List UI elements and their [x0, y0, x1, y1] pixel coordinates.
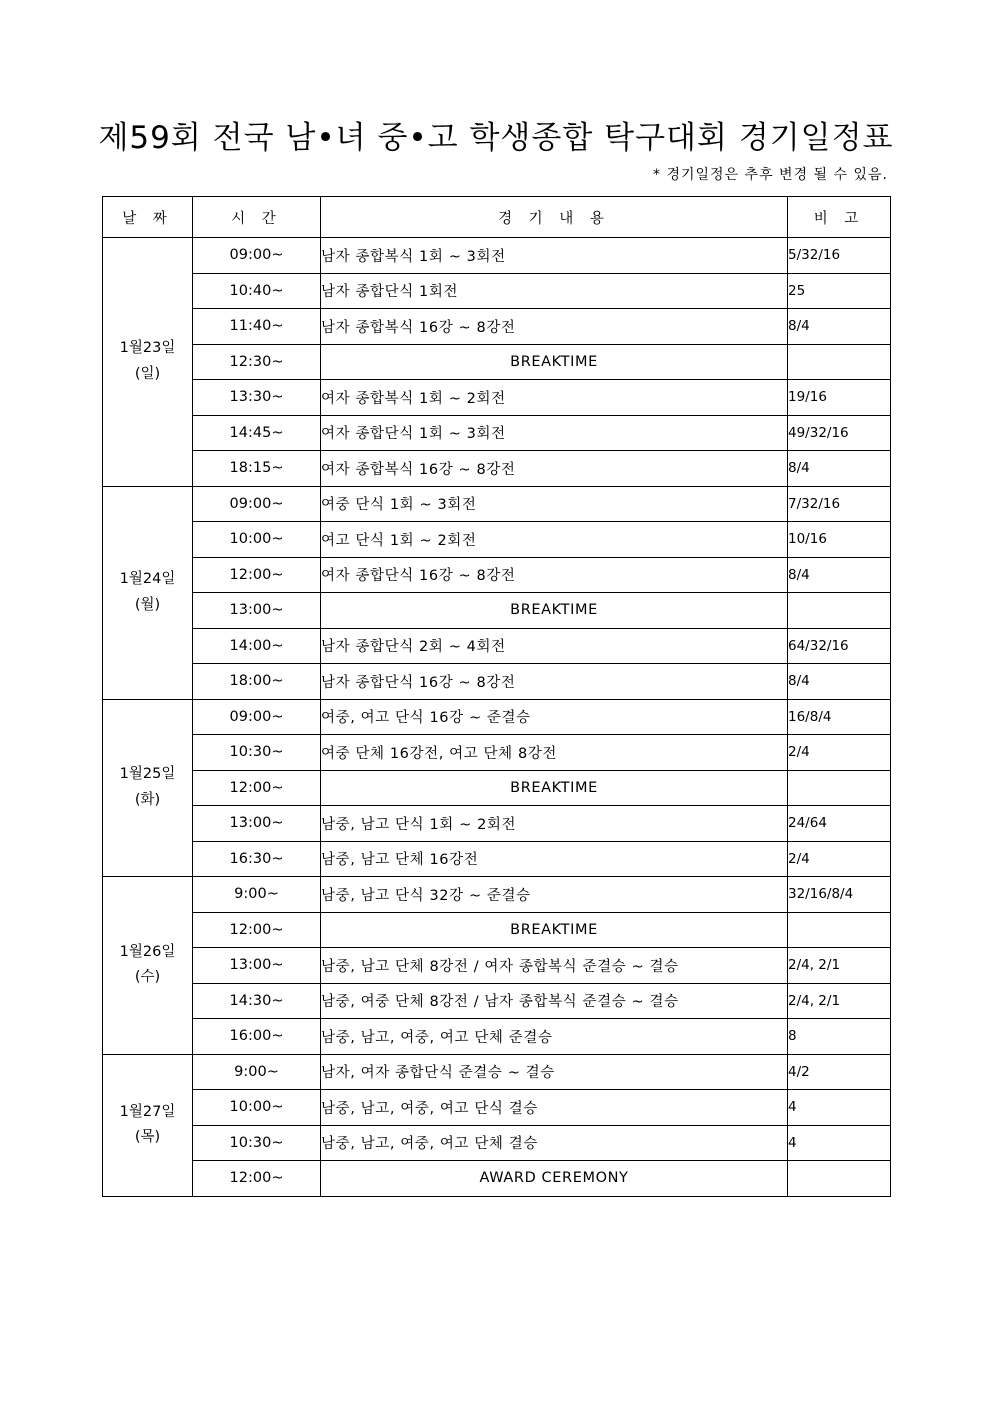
time-cell: 09:00~ — [193, 486, 321, 522]
note-cell: 10/16 — [788, 522, 891, 558]
content-cell: 여자 종합단식 1회 ~ 3회전 — [321, 415, 788, 451]
note-cell: 19/16 — [788, 380, 891, 416]
table-row — [103, 1054, 891, 1090]
note-cell: 64/32/16 — [788, 628, 891, 664]
table-row — [103, 699, 891, 735]
content-cell: 남중, 여중 단체 8강전 / 남자 종합복식 준결승 ~ 결승 — [321, 983, 788, 1019]
note-cell — [788, 1161, 891, 1197]
content-cell: 남중, 남고 단식 1회 ~ 2회전 — [321, 806, 788, 842]
note-cell: 8/4 — [788, 664, 891, 700]
table-row — [103, 380, 891, 416]
content-cell: 여자 종합단식 16강 ~ 8강전 — [321, 557, 788, 593]
table-row — [103, 912, 891, 948]
weekday-label: (월) — [134, 596, 161, 613]
time-cell: 13:00~ — [193, 806, 321, 842]
time-cell: 18:15~ — [193, 451, 321, 487]
table-row — [103, 522, 891, 558]
table-row — [103, 735, 891, 771]
header-content: 경 기 내 용 — [321, 197, 788, 238]
weekday-label: (수) — [134, 969, 161, 986]
time-cell: 12:00~ — [193, 912, 321, 948]
time-cell: 18:00~ — [193, 664, 321, 700]
date-label: 1월24일 — [119, 571, 176, 588]
table-row — [103, 1161, 891, 1197]
table-header-row — [103, 197, 891, 238]
content-cell: BREAKTIME — [321, 344, 788, 380]
table-row — [103, 238, 891, 274]
time-cell: 9:00~ — [193, 877, 321, 913]
content-cell: 여자 종합복식 16강 ~ 8강전 — [321, 451, 788, 487]
table-row — [103, 1125, 891, 1161]
time-cell: 16:30~ — [193, 841, 321, 877]
content-cell: 남중, 남고, 여중, 여고 단체 준결승 — [321, 1019, 788, 1055]
date-label: 1월26일 — [119, 943, 176, 960]
note-cell: 2/4 — [788, 735, 891, 771]
note-cell: 24/64 — [788, 806, 891, 842]
date-cell — [103, 877, 193, 1055]
weekday-label: (일) — [134, 365, 161, 382]
time-cell: 13:00~ — [193, 948, 321, 984]
note-cell: 25 — [788, 273, 891, 309]
note-cell: 5/32/16 — [788, 238, 891, 274]
note-cell: 8 — [788, 1019, 891, 1055]
table-row — [103, 877, 891, 913]
date-label: 1월23일 — [119, 340, 176, 357]
time-cell: 12:00~ — [193, 557, 321, 593]
note-cell: 7/32/16 — [788, 486, 891, 522]
time-cell: 9:00~ — [193, 1054, 321, 1090]
content-cell: 여중 단식 1회 ~ 3회전 — [321, 486, 788, 522]
time-cell: 12:30~ — [193, 344, 321, 380]
schedule-change-note: * 경기일정은 추후 변경 될 수 있음. — [653, 167, 888, 183]
time-cell: 12:00~ — [193, 1161, 321, 1197]
content-cell: 남자, 여자 종합단식 준결승 ~ 결승 — [321, 1054, 788, 1090]
table-row — [103, 806, 891, 842]
content-cell: 남중, 남고 단체 16강전 — [321, 841, 788, 877]
content-cell: 남자 종합단식 2회 ~ 4회전 — [321, 628, 788, 664]
header-note: 비 고 — [788, 197, 891, 238]
content-cell: 남자 종합복식 16강 ~ 8강전 — [321, 309, 788, 345]
header-time: 시 간 — [193, 197, 321, 238]
note-cell: 49/32/16 — [788, 415, 891, 451]
table-row — [103, 593, 891, 629]
content-cell: BREAKTIME — [321, 770, 788, 806]
content-cell: 남중, 남고, 여중, 여고 단체 결승 — [321, 1125, 788, 1161]
time-cell: 11:40~ — [193, 309, 321, 345]
note-cell: 4/2 — [788, 1054, 891, 1090]
note-cell: 16/8/4 — [788, 699, 891, 735]
date-label: 1월27일 — [119, 1103, 176, 1120]
date-cell — [103, 238, 193, 487]
note-cell: 32/16/8/4 — [788, 877, 891, 913]
weekday-label: (목) — [134, 1129, 161, 1145]
time-cell: 10:30~ — [193, 735, 321, 771]
note-cell: 8/4 — [788, 451, 891, 487]
content-cell: 남중, 남고, 여중, 여고 단식 결승 — [321, 1090, 788, 1126]
time-cell: 13:00~ — [193, 593, 321, 629]
note-cell: 8/4 — [788, 309, 891, 345]
time-cell: 10:00~ — [193, 1090, 321, 1126]
note-cell: 4 — [788, 1125, 891, 1161]
schedule-body — [103, 238, 891, 1197]
table-row — [103, 557, 891, 593]
time-cell: 14:45~ — [193, 415, 321, 451]
schedule-table — [102, 196, 891, 1197]
table-row — [103, 309, 891, 345]
date-cell — [103, 1054, 193, 1196]
note-cell: 2/4 — [788, 841, 891, 877]
content-cell: 여고 단식 1회 ~ 2회전 — [321, 522, 788, 558]
table-row — [103, 948, 891, 984]
content-cell: 남자 종합단식 16강 ~ 8강전 — [321, 664, 788, 700]
note-cell: 2/4, 2/1 — [788, 948, 891, 984]
table-row — [103, 841, 891, 877]
header-date: 날 짜 — [103, 197, 193, 238]
table-row — [103, 1090, 891, 1126]
note-cell: 8/4 — [788, 557, 891, 593]
table-row — [103, 628, 891, 664]
content-cell: 여중, 여고 단식 16강 ~ 준결승 — [321, 699, 788, 735]
content-cell: 남중, 남고 단식 32강 ~ 준결승 — [321, 877, 788, 913]
weekday-label: (화) — [134, 791, 161, 808]
page-title: 제59회 전국 남•녀 중•고 학생종합 탁구대회 경기일정표 — [98, 120, 894, 156]
date-cell — [103, 486, 193, 699]
time-cell: 09:00~ — [193, 699, 321, 735]
date-label: 1월25일 — [119, 766, 176, 783]
content-cell: 여자 종합복식 1회 ~ 2회전 — [321, 380, 788, 416]
note-cell — [788, 593, 891, 629]
content-cell: 남자 종합단식 1회전 — [321, 273, 788, 309]
time-cell: 13:30~ — [193, 380, 321, 416]
content-cell: 남중, 남고 단체 8강전 / 여자 종합복식 준결승 ~ 결승 — [321, 948, 788, 984]
table-row — [103, 770, 891, 806]
note-cell: 2/4, 2/1 — [788, 983, 891, 1019]
time-cell: 16:00~ — [193, 1019, 321, 1055]
content-cell: AWARD CEREMONY — [321, 1161, 788, 1197]
table-row — [103, 664, 891, 700]
table-row — [103, 415, 891, 451]
time-cell: 10:00~ — [193, 522, 321, 558]
time-cell: 14:30~ — [193, 983, 321, 1019]
content-cell: BREAKTIME — [321, 912, 788, 948]
table-row — [103, 273, 891, 309]
content-cell: 남자 종합복식 1회 ~ 3회전 — [321, 238, 788, 274]
time-cell: 09:00~ — [193, 238, 321, 274]
table-row — [103, 983, 891, 1019]
time-cell: 10:30~ — [193, 1125, 321, 1161]
note-cell — [788, 770, 891, 806]
note-cell — [788, 912, 891, 948]
note-cell: 4 — [788, 1090, 891, 1126]
date-cell — [103, 699, 193, 877]
content-cell: 여중 단체 16강전, 여고 단체 8강전 — [321, 735, 788, 771]
time-cell: 12:00~ — [193, 770, 321, 806]
note-cell — [788, 344, 891, 380]
table-row — [103, 451, 891, 487]
table-row — [103, 344, 891, 380]
time-cell: 10:40~ — [193, 273, 321, 309]
content-cell: BREAKTIME — [321, 593, 788, 629]
table-row — [103, 1019, 891, 1055]
time-cell: 14:00~ — [193, 628, 321, 664]
table-row — [103, 486, 891, 522]
